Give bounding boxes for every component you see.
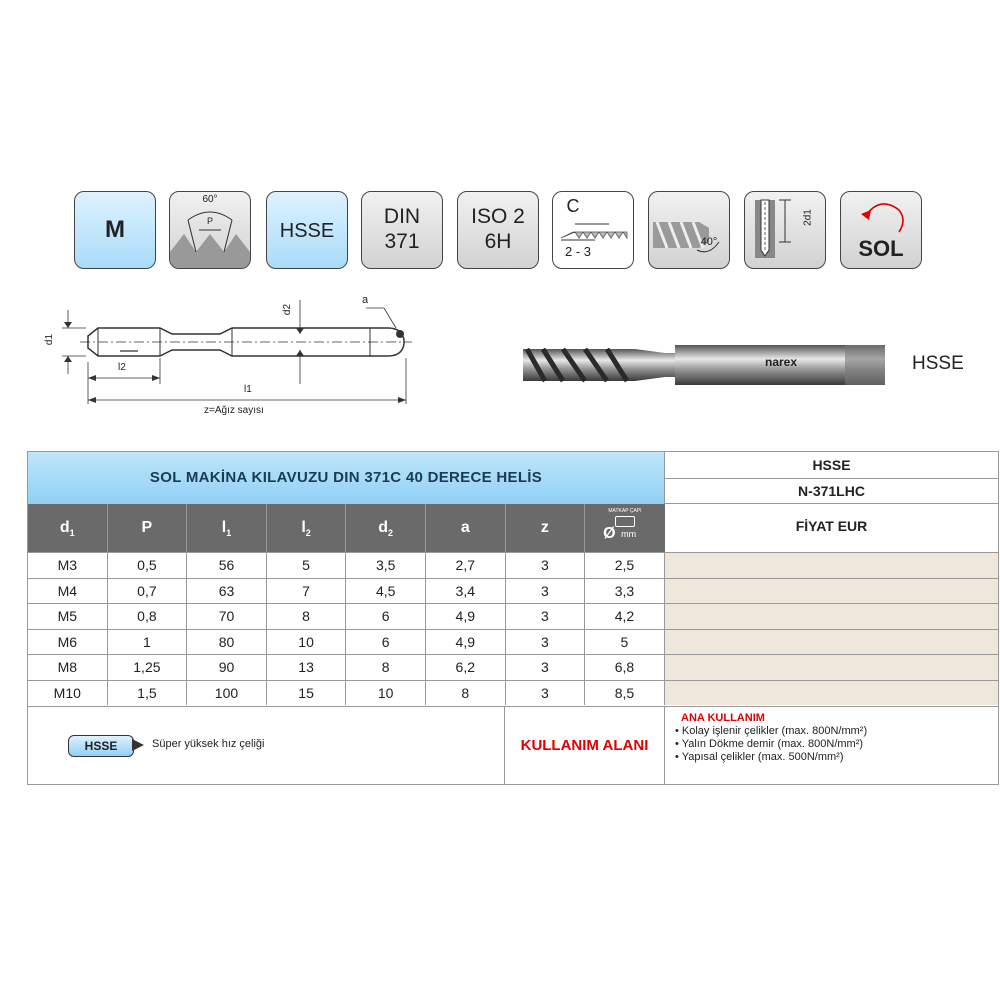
brand-logo: narex: [765, 355, 798, 369]
table-cell: 8: [426, 681, 506, 706]
thread-angle-icon: [169, 191, 251, 269]
usage-item: • Kolay işlenir çelikler (max. 800N/mm²): [675, 725, 868, 737]
table-cell: 0,8: [108, 604, 188, 629]
table-cell: 5: [267, 553, 347, 578]
tap-photo: [515, 335, 895, 395]
mm-unit: mm: [621, 529, 637, 539]
price-cell: [665, 681, 998, 706]
column-headers: [28, 504, 665, 552]
table-row: [28, 552, 998, 578]
table-cell: 8,5: [585, 681, 665, 706]
table-row: [28, 680, 998, 706]
table-cell: M5: [28, 604, 108, 629]
iso-label: ISO 2: [471, 205, 525, 228]
table-row: [28, 654, 998, 680]
table-cell: 4,2: [585, 604, 665, 629]
usage-item: • Yapısal çelikler (max. 500N/mm²): [675, 751, 844, 763]
price-cell: [665, 630, 998, 655]
d2-label: d2: [282, 303, 294, 316]
table-cell: M8: [28, 655, 108, 680]
material-label: HSSE: [279, 220, 335, 242]
table-cell: 4,9: [426, 604, 506, 629]
depth-label: 2d1: [802, 209, 814, 226]
table-cell: 5: [585, 630, 665, 655]
table-cell: 3,4: [426, 579, 506, 604]
table-cell: M6: [28, 630, 108, 655]
table-cell: 15: [267, 681, 347, 706]
table-cell: M3: [28, 553, 108, 578]
table-cell: 6: [346, 604, 426, 629]
table-cell: 6,2: [426, 655, 506, 680]
table-cell: 3: [506, 655, 586, 680]
table-title: SOL MAKİNA KILAVUZU DIN 371C 40 DERECE HELİS: [28, 452, 665, 504]
table-cell: 1,25: [108, 655, 188, 680]
hole-depth-icon: [744, 191, 826, 269]
table-cell: 2,5: [585, 553, 665, 578]
table-cell: 2,7: [426, 553, 506, 578]
table-cell: 13: [267, 655, 347, 680]
table-cell: 10: [346, 681, 426, 706]
arrow-icon: [132, 739, 144, 751]
din-label: DIN: [383, 205, 421, 228]
table-cell: 3: [506, 553, 586, 578]
chamfer-icon: [552, 191, 634, 269]
product-code: N-371LHC: [665, 479, 998, 504]
angle-label: 60°: [202, 194, 218, 205]
drill-icon: [615, 516, 635, 527]
table-cell: 6,8: [585, 655, 665, 680]
table-cell: 70: [187, 604, 267, 629]
table-cell: 3,3: [585, 579, 665, 604]
table-cell: 90: [187, 655, 267, 680]
l2-label: l2: [118, 362, 126, 373]
usage-item: • Yalın Dökme demir (max. 800N/mm²): [675, 738, 864, 750]
usage-area-label: KULLANIM ALANI: [505, 707, 665, 785]
direction-icon: [840, 191, 922, 269]
col-drill: [585, 504, 665, 552]
iso-class: 6H: [484, 230, 512, 253]
table-cell: 0,7: [108, 579, 188, 604]
standard-din-icon: [361, 191, 443, 269]
drawing-caption: z=Ağız sayısı: [204, 405, 264, 416]
table-cell: 56: [187, 553, 267, 578]
col-a: a: [426, 504, 506, 552]
photo-material-label: HSSE: [912, 353, 964, 374]
col-p: P: [108, 504, 188, 552]
usage-cell: [665, 707, 998, 785]
chamfer-range: 2 - 3: [564, 244, 591, 259]
col-l1: $l_1$: [187, 504, 267, 552]
direction-label: SOL: [858, 236, 904, 261]
legend-cell: [28, 707, 505, 785]
table-cell: 8: [346, 655, 426, 680]
table-cell: 4,5: [346, 579, 426, 604]
table-cell: 3: [506, 681, 586, 706]
col-d2: $d_2$: [346, 504, 426, 552]
table-cell: 8: [267, 604, 347, 629]
table-cell: 3: [506, 579, 586, 604]
material-icon: [266, 191, 348, 269]
table-footer: [28, 706, 998, 785]
table-cell: 1: [108, 630, 188, 655]
material-header: HSSE: [665, 452, 998, 479]
table-cell: 1,5: [108, 681, 188, 706]
table-cell: 100: [187, 681, 267, 706]
col-z: z: [506, 504, 586, 552]
table-row: [28, 578, 998, 604]
hsse-badge: HSSE: [68, 735, 134, 757]
hsse-description: Süper yüksek hız çeliği: [152, 738, 265, 750]
col-d1: $d_1$: [28, 504, 108, 552]
price-cell: [665, 655, 998, 680]
helix-angle-icon: [648, 191, 730, 269]
pitch-label: P: [206, 216, 213, 226]
usage-title: ANA KULLANIM: [681, 712, 765, 724]
table-row: [28, 603, 998, 629]
col-l2: $l_2$: [267, 504, 347, 552]
diameter-symbol: Ø: [603, 525, 616, 542]
price-cell: [665, 604, 998, 629]
price-header: FİYAT EUR: [795, 518, 868, 534]
d1-label: d1: [44, 333, 56, 346]
table-cell: 6: [346, 630, 426, 655]
table-row: [28, 629, 998, 655]
helix-label: 40°: [700, 236, 718, 248]
price-cell: [665, 553, 998, 578]
table-cell: 4,9: [426, 630, 506, 655]
table-cell: 10: [267, 630, 347, 655]
din-number: 371: [384, 230, 420, 253]
chamfer-letter: C: [566, 196, 580, 216]
price-cell: [665, 579, 998, 604]
drill-caption: MATKAP ÇAPI: [608, 508, 642, 514]
tolerance-icon: [457, 191, 539, 269]
table-cell: 3: [506, 604, 586, 629]
icon-row: [74, 191, 934, 271]
table-cell: 3: [506, 630, 586, 655]
table-cell: 0,5: [108, 553, 188, 578]
tap-drawing: [40, 292, 430, 422]
table-cell: 3,5: [346, 553, 426, 578]
spec-table: [27, 451, 999, 785]
metric-thread-icon: [74, 191, 156, 269]
table-cell: M10: [28, 681, 108, 706]
table-cell: 7: [267, 579, 347, 604]
table-cell: 80: [187, 630, 267, 655]
table-body: [28, 552, 998, 705]
l1-label: l1: [244, 384, 252, 395]
a-label: a: [362, 294, 369, 306]
metric-label: M: [105, 216, 125, 243]
table-cell: 63: [187, 579, 267, 604]
table-cell: M4: [28, 579, 108, 604]
